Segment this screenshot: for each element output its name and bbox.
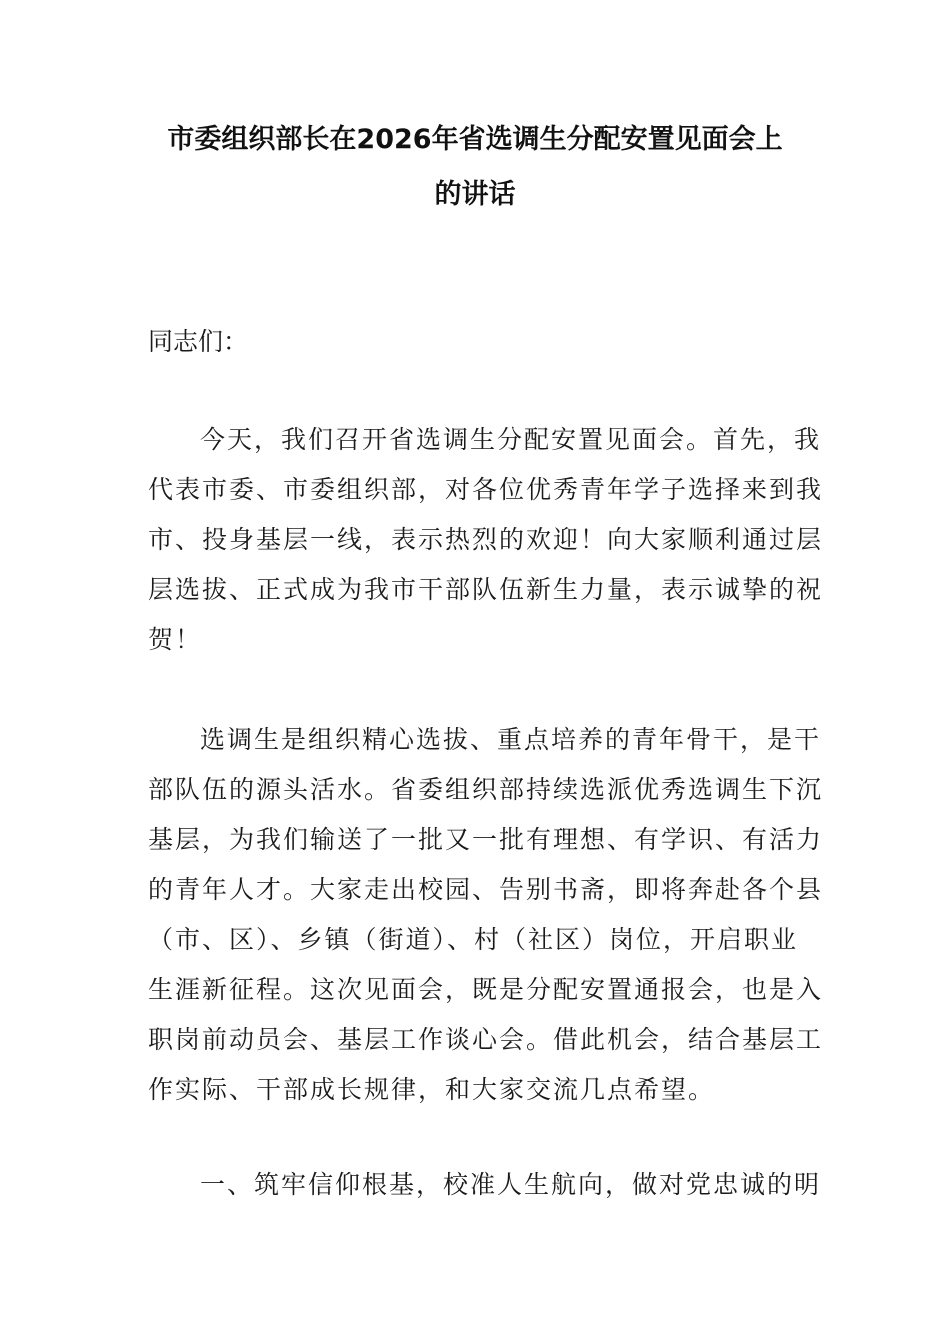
paragraph-line: 基层，为我们输送了一批又一批有理想、有学识、有活力 bbox=[148, 825, 824, 854]
paragraph-line: 今天，我们召开省选调生分配安置见面会。首先，我 bbox=[200, 425, 822, 454]
salutation: 同志们： bbox=[148, 327, 249, 356]
document-title bbox=[120, 112, 830, 222]
paragraph-line: 生涯新征程。这次见面会，既是分配安置通报会，也是入 bbox=[148, 975, 824, 1004]
paragraph-line: 贺！ bbox=[148, 625, 203, 654]
paragraph-line: （市、区）、乡镇（街道）、村（社区）岗位，开启职业 bbox=[148, 925, 799, 954]
paragraph-line: 职岗前动员会、基层工作谈心会。借此机会，结合基层工 bbox=[148, 1025, 824, 1054]
section-heading-one bbox=[148, 1160, 822, 1210]
paragraph-line: 选调生是组织精心选拔、重点培养的青年骨干，是干 bbox=[200, 725, 822, 754]
paragraph-line: 部队伍的源头活水。省委组织部持续选派优秀选调生下沉 bbox=[148, 775, 824, 804]
paragraph-line: 层选拔、正式成为我市干部队伍新生力量，表示诚挚的祝 bbox=[148, 575, 824, 604]
paragraph-line: 一、筑牢信仰根基，校准人生航向，做对党忠诚的明 bbox=[200, 1170, 822, 1199]
paragraph-line: 作实际、干部成长规律，和大家交流几点希望。 bbox=[148, 1075, 716, 1104]
paragraph-introduction bbox=[148, 715, 824, 1115]
paragraph-line: 市、投身基层一线，表示热烈的欢迎！向大家顺利通过层 bbox=[148, 525, 824, 554]
paragraph-welcome bbox=[148, 415, 824, 665]
title-line: 市委组织部长在2026年省选调生分配安置见面会上 bbox=[167, 124, 783, 155]
paragraph-line: 代表市委、市委组织部，对各位优秀青年学子选择来到我 bbox=[148, 475, 824, 504]
paragraph-line: 的青年人才。大家走出校园、告别书斋，即将奔赴各个县 bbox=[148, 875, 824, 904]
title-line: 的讲话 bbox=[434, 179, 516, 210]
